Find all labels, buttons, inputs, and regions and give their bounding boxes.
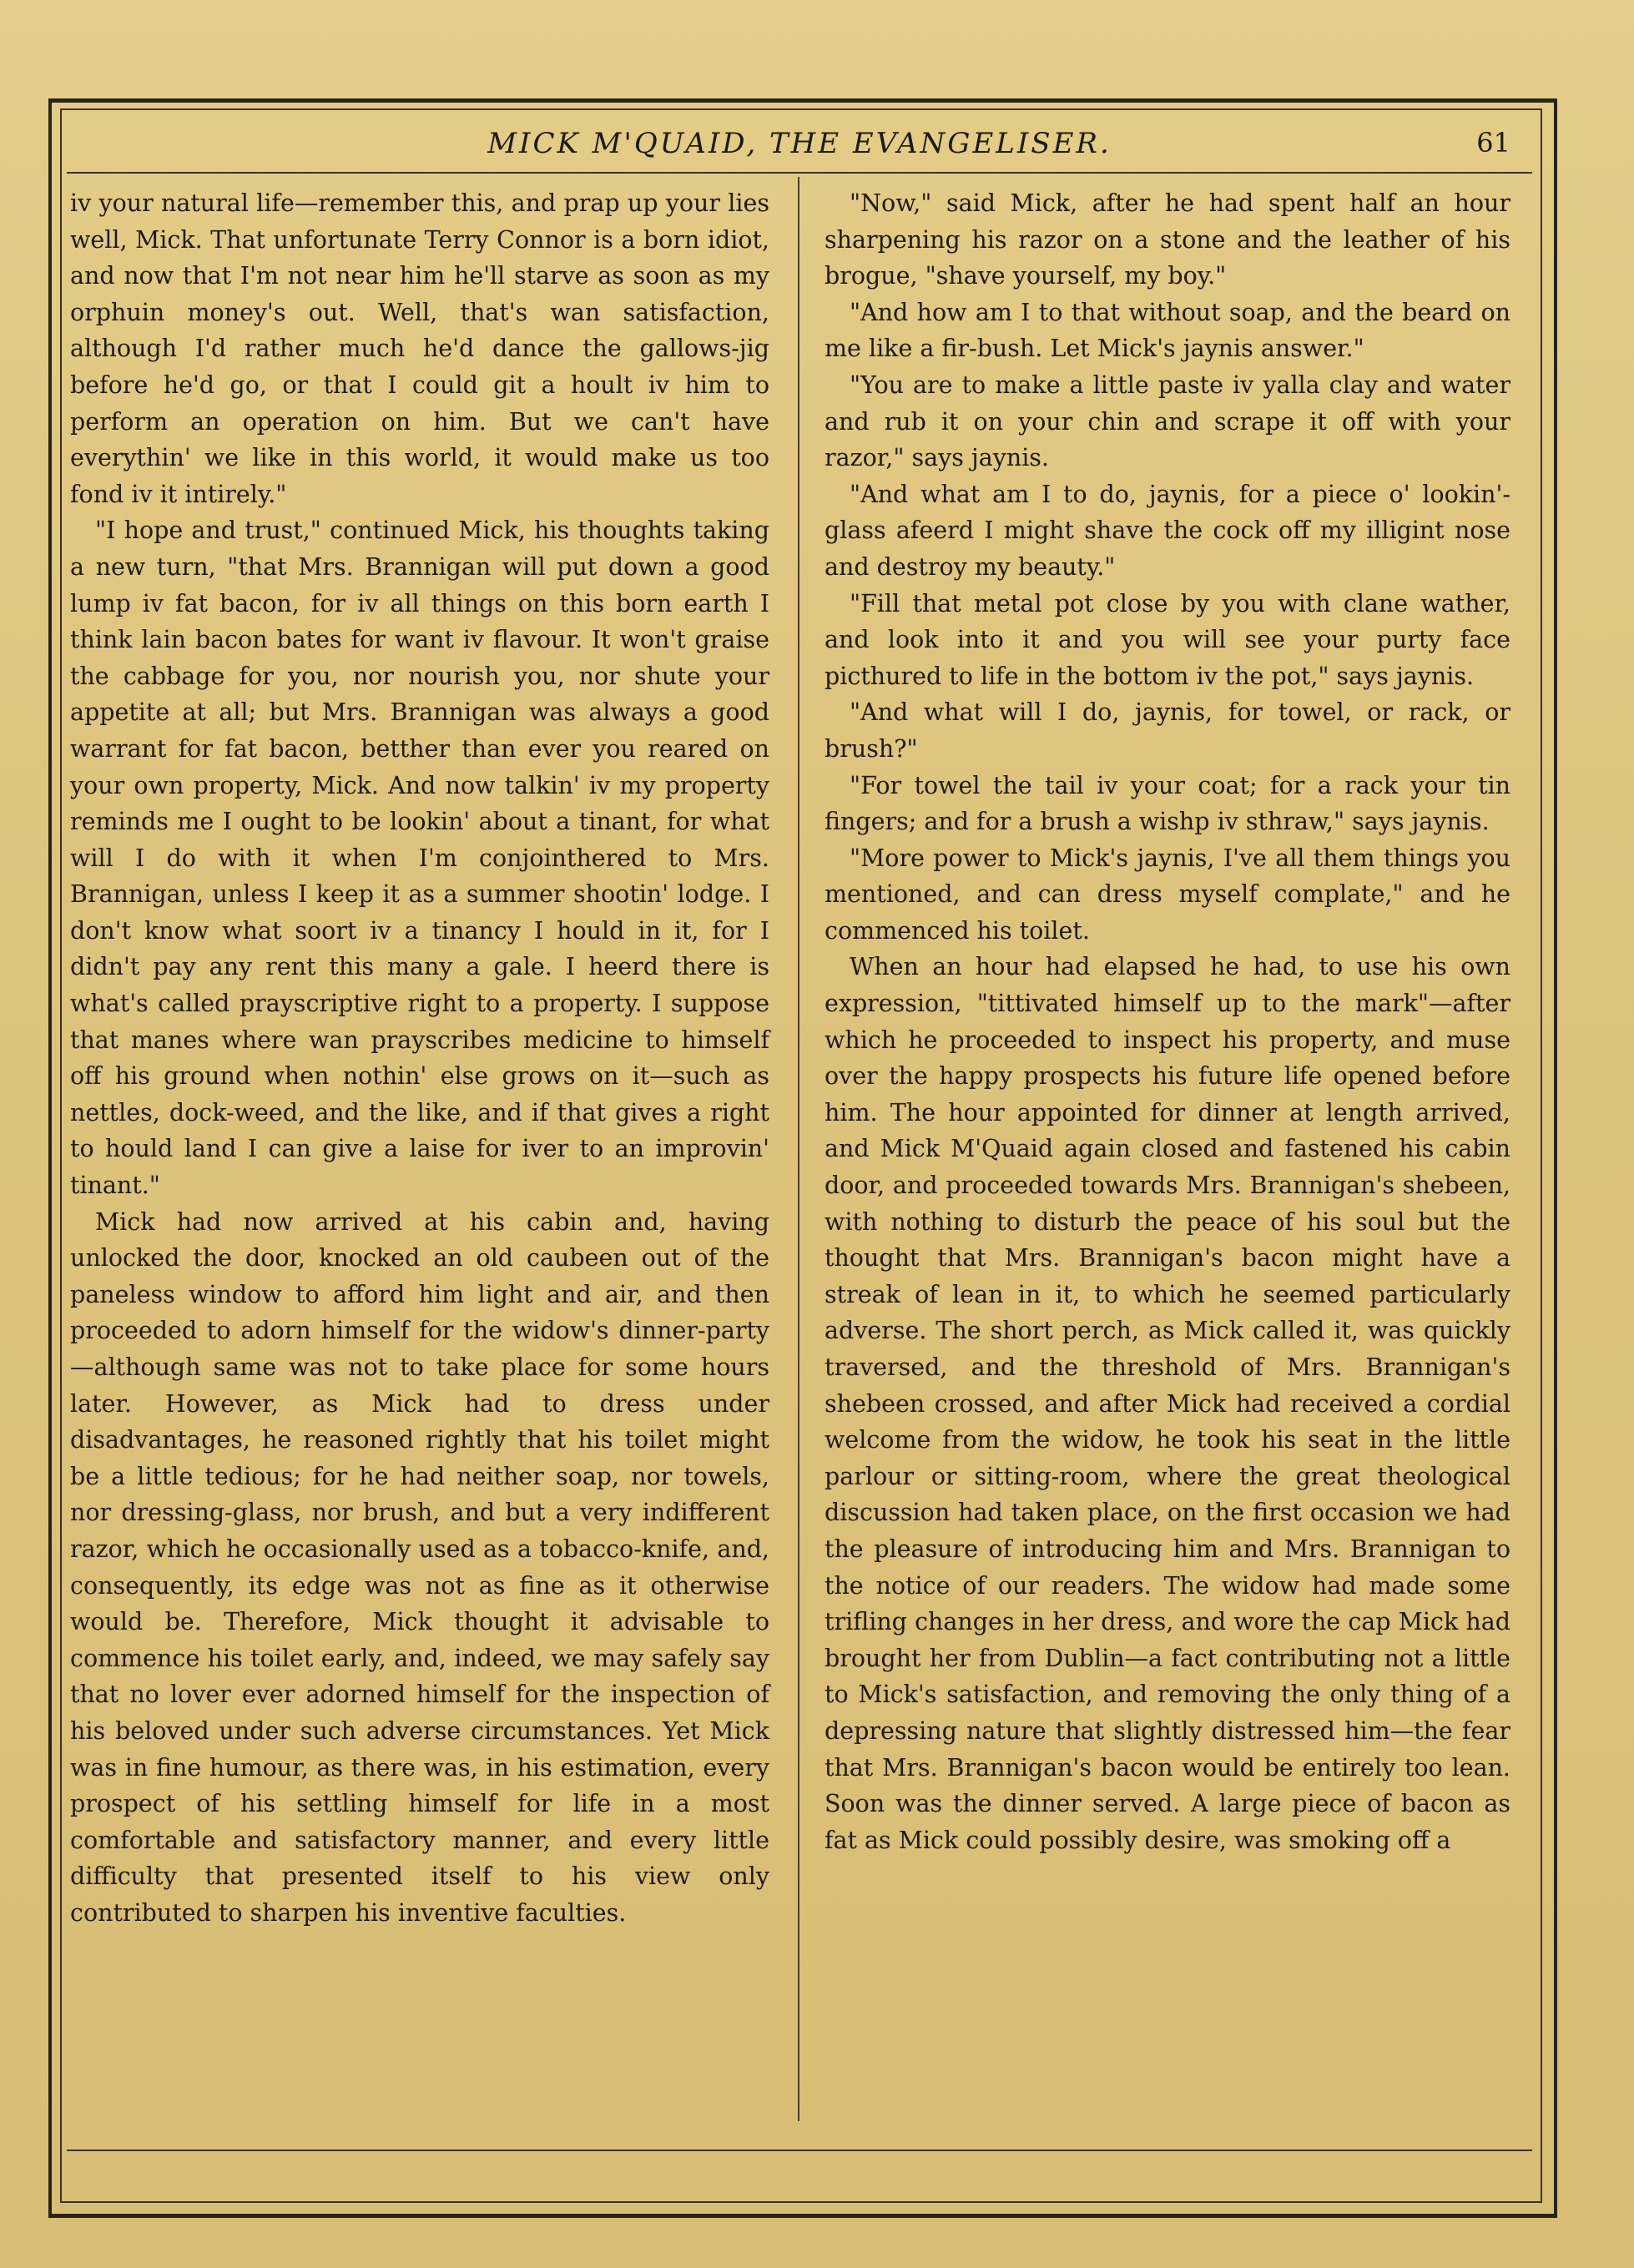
header-rule [67, 172, 1532, 174]
left-column [70, 185, 769, 1932]
right-paragraph-2: "And how am I to that without soap, and the beard on me like a fir-bush. Let Mick's jaynis answer." [825, 298, 1510, 363]
right-paragraph-8: "More power to Mick's jaynis, I've all them things you mentioned, and can dress myself complate," and he commenced his toilet. [825, 844, 1510, 945]
right-paragraph-7: "For towel the tail iv your coat; for a rack your tin fingers; and for a brush a wishp iv sthraw," says jaynis. [825, 771, 1510, 836]
column-divider [798, 177, 799, 2121]
left-paragraph-3: Mick had now arrived at his cabin and, having unlocked the door, knocked an old caubeen out of the paneless window to afford him light and air, and then proceeded to adorn himself for the widow's dinner-party—although same was not to take place for some hours later. However, as Mick had to dress under disadvantages, he reasoned rightly that his toilet might be a little tedious; for he had neither soap, nor towels, nor dressing-glass, nor brush, and but a very indifferent razor, which he occasionally used as a tobacco-knife, and, consequently, its edge was not as fine as it otherwise would be. Therefore, Mick thought it advisable to commence his toilet early, and, indeed, we may safely say that no lover ever adorned himself for the inspection of his beloved under such adverse circumstances. Yet Mick was in fine humour, as there was, in his estimation, every prospect of his settling himself for life in a most comfortable and satisfactory manner, and every little difficulty that presented itself to his view only contributed to sharpen his inventive faculties. [70, 1207, 769, 1927]
right-paragraph-1: "Now," said Mick, after he had spent half an hour sharpening his razor on a stone and the leather of his brogue, "shave yourself, my boy." [825, 189, 1510, 290]
left-paragraph-1: iv your natural life—remember this, and prap up your lies well, Mick. That unfortunate Terry Connor is a born idiot, and now that I'm not near him he'll starve as soon as my orphuin money's out. Well, that's wan satisfaction, although I'd rather much he'd dance the gallows-jig before he'd go, or that I could git a hoult iv him to perform an operation on him. But we can't have everythin' we like in this world, it would make us too fond iv it intirely." [70, 189, 769, 508]
running-title: MICK M'QUAID, THE EVANGELISER. [487, 127, 1112, 160]
right-paragraph-9: When an hour had elapsed he had, to use his own expression, "tittivated himself up to the mark"—after which he proceeded to inspect his property, and muse over the happy prospects his future life opened before him. The hour appointed for dinner at length arrived, and Mick M'Quaid again closed and fastened his cabin door, and proceeded towards Mrs. Brannigan's shebeen, with nothing to disturb the peace of his soul but the thought that Mrs. Brannigan's bacon might have a streak of lean in it, to which he seemed particularly adverse. The short perch, as Mick called it, was quickly traversed, and the threshold of Mrs. Brannigan's shebeen crossed, and after Mick had received a cordial welcome from the widow, he took his seat in the little parlour or sitting-room, where the great theological discussion had taken place, on the first occasion we had the pleasure of introducing him and Mrs. Brannigan to the notice of our readers. The widow had made some trifling changes in her dress, and wore the cap Mick had brought her from Dublin—a fact contributing not a little to Mick's satisfaction, and removing the only thing of a depressing nature that slightly distressed him—the fear that Mrs. Brannigan's bacon would be entirely too lean. Soon was the dinner served. A large piece of bacon as fat as Mick could possibly desire, was smoking off a [825, 953, 1510, 1854]
right-paragraph-4: "And what am I to do, jaynis, for a piece o' lookin'-glass afeerd I might shave the cock off my illigint nose and destroy my beauty." [825, 480, 1510, 581]
left-paragraph-2: "I hope and trust," continued Mick, his thoughts taking a new turn, "that Mrs. Brannigan will put down a good lump iv fat bacon, for iv all things on this born earth I think lain bacon bates for want iv flavour. It won't graise the cabbage for you, nor nourish you, nor shute your appetite at all; but Mrs. Brannigan was always a good warrant for fat bacon, betther than ever you reared on your own property, Mick. And now talkin' iv my property reminds me I ought to be lookin' about a tinant, for what will I do with it when I'm conjointhered to Mrs. Brannigan, unless I keep it as a summer shootin' lodge. I don't know what soort iv a tinancy I hould in it, for I didn't pay any rent this many a gale. I heerd there is what's called prayscriptive right to a property. I suppose that manes where wan prayscribes medicine to himself off his ground when nothin' else grows on it—such as nettles, dock-weed, and the like, and if that gives a right to hould land I can give a laise for iver to an improvin' tinant." [70, 517, 769, 1200]
right-paragraph-6: "And what will I do, jaynis, for towel, or rack, or brush?" [825, 698, 1510, 763]
page-number: 61 [1476, 127, 1510, 159]
right-paragraph-3: "You are to make a little paste iv yalla clay and water and rub it on your chin and scrape it off with your razor," says jaynis. [825, 370, 1510, 472]
right-column [825, 185, 1510, 1858]
footer-rule [67, 2150, 1532, 2151]
page-header [67, 117, 1532, 167]
right-paragraph-5: "Fill that metal pot close by you with clane wather, and look into it and you will see your purty face picthured to life in the bottom iv the pot," says jaynis. [825, 589, 1510, 690]
